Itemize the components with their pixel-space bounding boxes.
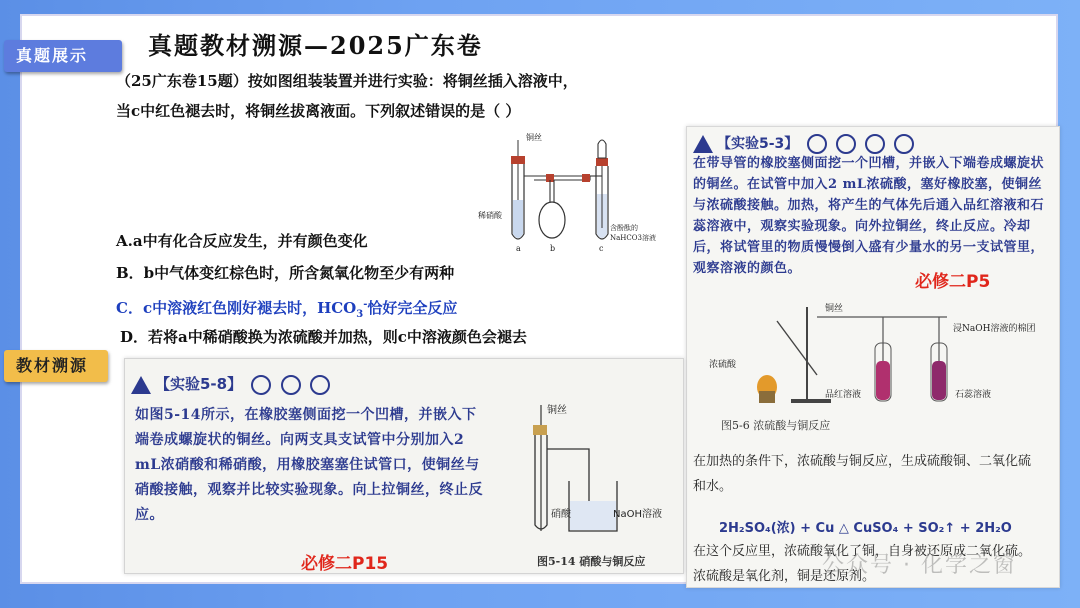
ref-compulsory-2-p5: 必修二P5	[915, 272, 991, 292]
stopper-5-14	[533, 425, 547, 435]
flask-b	[539, 202, 565, 238]
naoh-solution-5-14	[570, 501, 616, 530]
warning-icon	[693, 135, 713, 153]
experiment-5-3-heading	[693, 133, 914, 154]
text-heating-reaction: 在加热的条件下，浓硫酸与铜反应，生成硫酸铜、二氧化硫和水。	[693, 454, 1032, 494]
tag-question-display: 真题展示	[4, 40, 122, 72]
alcohol-lamp	[759, 391, 775, 403]
label-magenta: 品红溶液	[825, 390, 862, 400]
tilted-tube	[777, 321, 817, 375]
option-c-text-end: 恰好完全反应	[367, 299, 458, 317]
liquid-a	[513, 200, 523, 238]
rubber-joint-2	[582, 174, 590, 182]
drying-bulb	[598, 140, 606, 158]
goggles-icon	[807, 134, 827, 154]
question-stem-2: 当c中红色褪去时，将铜丝拔离液面。下列叙述错误的是（ ）	[116, 102, 521, 120]
text-oxidizing-agent: 在这个反应里，浓硫酸氧化了铜，自身被还原成二氧化硫。浓硫酸是氧化剂，铜是还原剂。	[693, 544, 1032, 584]
option-c	[116, 294, 457, 326]
experiment-5-8-heading	[131, 373, 330, 395]
label-b: b	[550, 244, 556, 253]
option-c-superscript: -	[363, 299, 368, 310]
textbook-panel-experiment-5-8	[124, 358, 684, 574]
warning-icon-5-8	[131, 376, 151, 394]
flask-icon-5-8	[281, 375, 301, 395]
magenta-solution	[876, 361, 890, 400]
flask-icon	[865, 134, 885, 154]
label-copper-wire-5-14: 铜丝	[547, 405, 567, 416]
question-stem-1: （25广东卷15题）按如图组装装置并进行实验：将铜丝插入溶液中，	[116, 72, 578, 90]
label-dilute-nitric: 稀硝酸	[478, 211, 502, 220]
ref-compulsory-2-p15: 必修二P15	[301, 554, 389, 574]
figure-5-6-apparatus	[707, 301, 1047, 411]
fire-icon	[836, 134, 856, 154]
option-d: D．若将a中稀硝酸换为浓硫酸并加热，则c中溶液颜色会褪去	[120, 328, 527, 346]
side-arm-a	[524, 176, 548, 180]
label-naoh-cotton: 浸NaOH溶液的棉团	[953, 324, 1036, 334]
watermark: 公众号 · 化学之窗	[822, 553, 1017, 578]
option-c-text: C．c中溶液红色刚好褪去时，HCO	[116, 299, 357, 317]
page-title: 真题教材溯源—2025广东卷	[148, 31, 483, 60]
question-apparatus-diagram	[478, 128, 656, 253]
litmus-solution	[932, 361, 946, 400]
option-b: B．b中气体变红棕色时，所含氮氧化物至少有两种	[116, 264, 455, 282]
figure-5-6-caption: 图5-6 浓硫酸与铜反应	[721, 419, 831, 432]
experiment-5-8-body: 如图5-14所示，在橡胶塞侧面挖一个凹槽，并嵌入下端卷成螺旋状的铜丝。向两支具支试管中分别加入2 mL浓硝酸和稀硝酸，用橡胶塞塞住试管口，使铜丝与硝酸接触，观察并比较实验现象。向上拉铜丝，终止反应。	[135, 407, 483, 523]
label-nitric: 硝酸	[551, 509, 571, 520]
experiment-5-3-heading-text: 【实验5-3】	[717, 136, 799, 152]
label-c: c	[599, 244, 604, 253]
label-litmus: 石蕊溶液	[955, 390, 992, 400]
figure-5-14-caption: 图5-14 硝酸与铜反应	[537, 555, 646, 568]
hand-wash-icon-5-8	[310, 375, 330, 395]
experiment-5-8-heading-text: 【实验5-8】	[155, 375, 243, 393]
label-phenolphthalein-2: NaHCO3溶液	[610, 234, 656, 242]
figure-5-14-apparatus	[517, 401, 677, 541]
label-naoh: NaOH溶液	[613, 509, 662, 520]
label-a: a	[516, 244, 521, 253]
label-phenolphthalein-1: 含酚酞的	[610, 224, 638, 232]
hand-wash-icon	[894, 134, 914, 154]
tag-textbook-source: 教材溯源	[4, 350, 108, 382]
experiment-5-3-body: 在带导管的橡胶塞侧面挖一个凹槽，并嵌入下端卷成螺旋状的铜丝。在试管中加入2 mL浓硫酸，塞好橡胶塞，使铜丝与浓硫酸接触。加热，将产生的气体先后通入品红溶液和石蕊溶液中，观察实验现象。向外拉铜丝，终止反应。冷却后，将试管里的物质慢慢倒入盛有少量水的另一支试管里，观察溶液的颜色。	[693, 156, 1045, 276]
label-copper-wire-5-6: 铜丝	[825, 304, 844, 314]
option-a: A.a中有化合反应发生，并有颜色变化	[116, 232, 368, 250]
option-c-subscript: 3	[356, 309, 364, 320]
textbook-panel-experiment-5-3	[686, 126, 1060, 588]
chemical-equation: 2H₂SO₄(浓) + Cu △ CuSO₄ + SO₂↑ + 2H₂O	[719, 521, 1012, 536]
label-conc-sulfuric: 浓硫酸	[709, 360, 737, 370]
label-copper-wire: 铜丝	[526, 133, 542, 142]
stopper-a	[511, 156, 525, 164]
stopper-c	[596, 158, 608, 166]
goggles-icon-5-8	[251, 375, 271, 395]
